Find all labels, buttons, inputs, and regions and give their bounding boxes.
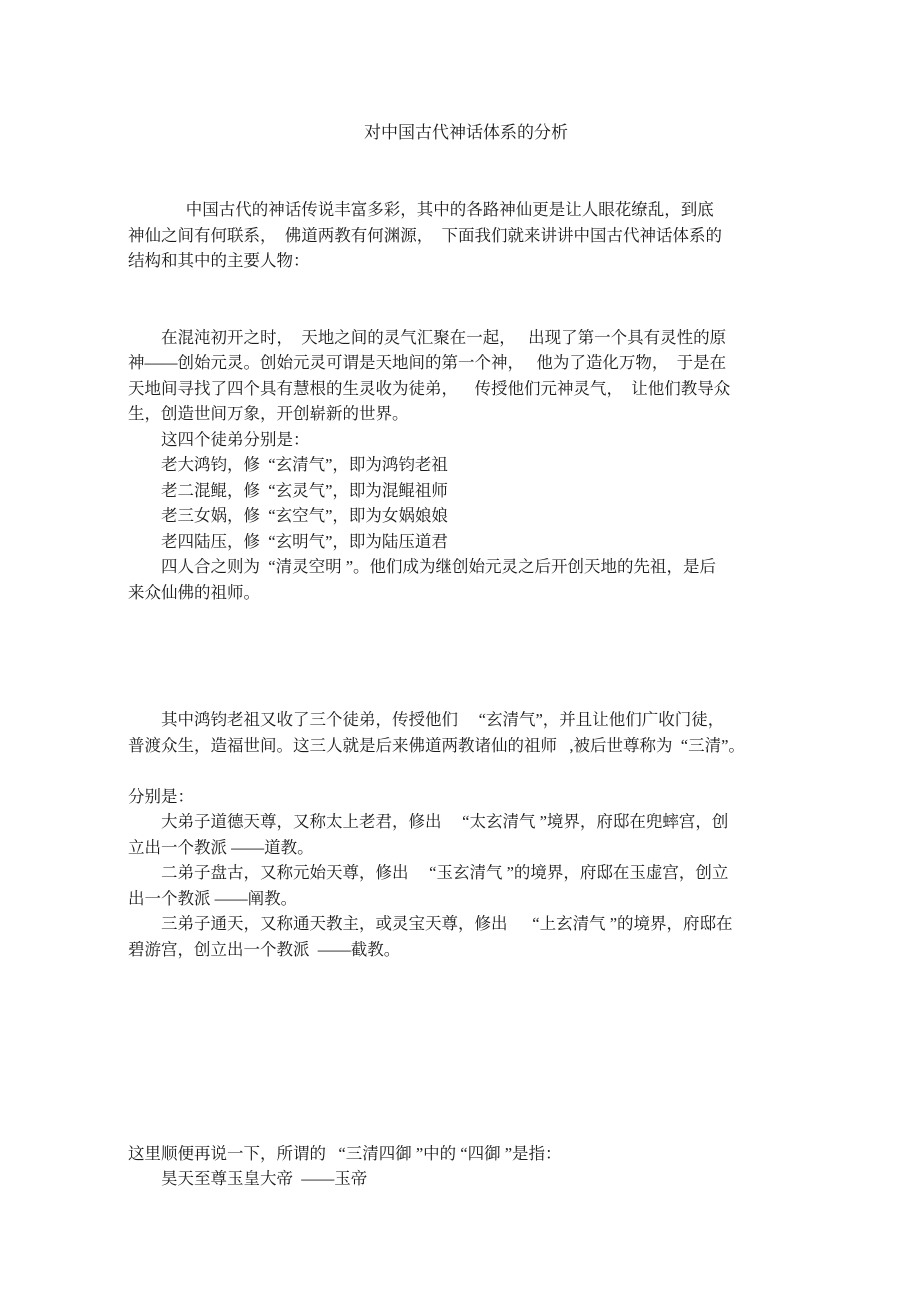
text-line: 来众仙佛的祖师。 [128, 582, 260, 602]
text-line: 老二混鲲，修 “玄灵气”，即为混鲲祖师 [161, 480, 448, 500]
document-body [128, 197, 804, 1192]
text-line: 普渡众生，造福世间。这三人就是后来佛道两教诸仙的祖师 ,被后世尊称为 “三清”。 [128, 735, 745, 755]
text-line: 在混沌初开之时， 天地之间的灵气汇聚在一起， 出现了第一个具有灵性的原 [161, 327, 727, 347]
text-line: 神仙之间有何联系， 佛道两教有何渊源， 下面我们就来讲讲中国古代神话体系的 [128, 225, 722, 245]
paragraph-block-creation-yuanling [128, 325, 804, 606]
text-line: 碧游宫，创立出一个教派 ——截教。 [128, 939, 401, 959]
text-line: 出一个教派 ——阐教。 [128, 888, 298, 908]
text-line: 中国古代的神话传说丰富多彩，其中的各路神仙更是让人眼花缭乱，到底 [185, 200, 714, 219]
text-line: 天地间寻找了四个具有慧根的生灵收为徒弟， 传授他们元神灵气， 让他们教导众 [128, 378, 731, 398]
text-line: 三弟子通天，又称通天教主，或灵宝天尊，修出 “上玄清气 ”的境界，府邸在 [161, 914, 733, 933]
text-line: 生，创造世间万象，开创崭新的世界。 [128, 404, 409, 423]
text-line: 分别是： [128, 786, 194, 806]
text-line: 昊天至尊玉皇大帝 ——玉帝 [161, 1169, 368, 1188]
text-line: 其中鸿钧老祖又收了三个徒弟，传授他们 “玄清气”，并且让他们广收门徒， [161, 710, 725, 729]
page-title: 对中国古代神话体系的分析 [364, 123, 568, 142]
document-content [128, 120, 804, 1192]
text-line: 四人合之则为 “清灵空明 ”。他们成为继创始元灵之后开创天地的先祖，是后 [161, 557, 717, 576]
paragraph-block-intro [128, 197, 804, 274]
paragraph-block-hongjun-disciples [128, 707, 804, 758]
text-line: 立出一个教派 ——道教。 [128, 837, 314, 857]
text-line: 老大鸿钧，修 “玄清气”，即为鸿钧老祖 [161, 455, 448, 474]
paragraph-block-sanqing-list [128, 784, 804, 963]
text-line: 结构和其中的主要人物： [128, 251, 310, 270]
text-line: 神——创始元灵。创始元灵可谓是天地间的第一个神， 他为了造化万物， 于是在 [128, 353, 727, 372]
text-line: 二弟子盘古，又称元始天尊，修出 “玉玄清气 ”的境界，府邸在玉虚宫，创立 [161, 863, 729, 882]
text-line: 大弟子道德天尊，又称太上老君，修出 “太玄清气 ”境界，府邸在兜蟀宫，创 [161, 812, 729, 831]
text-line: 这里顺便再说一下，所谓的 “三清四御 ”中的 “四御 ”是指： [128, 1143, 562, 1163]
text-line: 老三女娲，修 “玄空气”，即为女娲娘娘 [161, 506, 448, 525]
text-line: 老四陆压，修 “玄明气”，即为陆压道君 [161, 531, 448, 551]
paragraph-block-siyu-note [128, 1141, 804, 1192]
text-line: 这四个徒弟分别是： [161, 429, 310, 449]
